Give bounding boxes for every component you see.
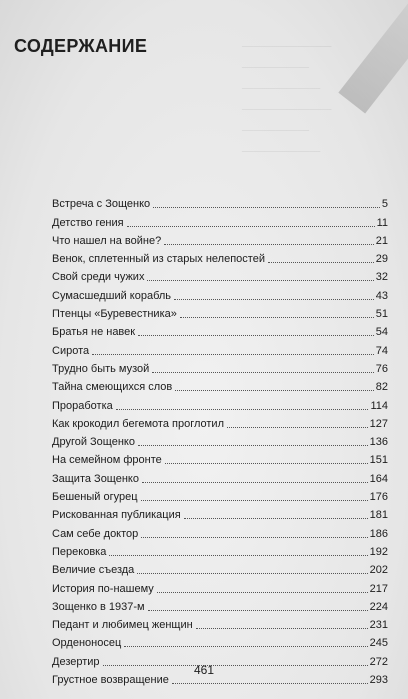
- toc-entry-page: 29: [375, 253, 388, 266]
- toc-entry-page: 245: [369, 637, 388, 650]
- toc-entry-title: Свой среди чужих: [52, 271, 145, 284]
- toc-entry: [52, 503, 388, 521]
- toc-entry-title: Птенцы «Буревестника»: [52, 308, 177, 321]
- toc-entry: [52, 247, 388, 265]
- toc-entry-page: 5: [381, 198, 388, 211]
- page-heading: СОДЕРЖАНИЕ: [14, 36, 148, 56]
- toc-entry-page: 127: [369, 417, 388, 430]
- toc-dot-leader: [92, 354, 374, 355]
- toc-entry: [52, 393, 388, 411]
- toc-entry-title: Дезертир: [52, 655, 100, 668]
- toc-entry-page: 32: [375, 271, 388, 284]
- toc-entry-page: 192: [369, 545, 388, 558]
- toc-dot-leader: [148, 610, 368, 611]
- show-through-text: ———————— —————— ——————— ———————— —————— ———————: [242, 40, 332, 157]
- table-of-contents: [52, 192, 388, 686]
- toc-dot-leader: [116, 409, 369, 410]
- toc-entry-page: 21: [375, 234, 388, 247]
- toc-dot-leader: [174, 299, 374, 300]
- toc-dot-leader: [138, 445, 368, 446]
- toc-entry-page: 217: [369, 582, 388, 595]
- toc-dot-leader: [184, 518, 368, 519]
- toc-entry-page: 43: [375, 289, 388, 302]
- toc-entry-title: Зощенко в 1937-м: [52, 600, 145, 613]
- toc-entry-title: История по-нашему: [52, 582, 154, 595]
- toc-entry-page: 136: [369, 436, 388, 449]
- toc-entry-title: Венок, сплетенный из старых нелепостей: [52, 253, 265, 266]
- toc-entry-page: 151: [369, 454, 388, 467]
- toc-entry-title: Встреча с Зощенко: [52, 198, 151, 211]
- toc-dot-leader: [196, 628, 368, 629]
- toc-entry-page: 181: [369, 509, 388, 522]
- toc-entry: [52, 265, 388, 283]
- toc-entry: [52, 595, 388, 613]
- toc-entry-title: Бешеный огурец: [52, 491, 138, 504]
- toc-dot-leader: [141, 537, 367, 538]
- toc-entry-page: 231: [369, 619, 388, 632]
- toc-entry-page: 76: [375, 362, 388, 375]
- toc-entry-page: 51: [375, 308, 388, 321]
- toc-dot-leader: [268, 262, 374, 263]
- toc-entry-title: Педант и любимец женщин: [52, 619, 193, 632]
- toc-entry-title: Сирота: [52, 344, 90, 357]
- toc-entry: [52, 192, 388, 210]
- toc-dot-leader: [124, 646, 367, 647]
- toc-dot-leader: [227, 427, 368, 428]
- toc-entry-title: Как крокодил бегемота проглотил: [52, 417, 224, 430]
- toc-dot-leader: [152, 372, 373, 373]
- toc-entry-title: Трудно быть музой: [52, 362, 150, 375]
- page-number: 461: [193, 663, 215, 677]
- toc-entry-title: Рискованная публикация: [52, 509, 181, 522]
- toc-entry: [52, 521, 388, 539]
- toc-entry-page: 11: [376, 216, 388, 229]
- toc-entry-title: Тайна смеющихся слов: [52, 381, 173, 394]
- toc-entry-page: 186: [369, 527, 388, 540]
- toc-entry-title: На семейном фронте: [52, 454, 162, 467]
- toc-entry: [52, 576, 388, 594]
- toc-entry-page: 176: [369, 491, 388, 504]
- toc-entry-title: Сумасшедший корабль: [52, 289, 172, 302]
- toc-entry-page: 202: [369, 564, 388, 577]
- toc-entry-title: Защита Зощенко: [52, 472, 139, 485]
- toc-entry-page: 293: [369, 674, 388, 687]
- toc-dot-leader: [141, 500, 368, 501]
- toc-entry-page: 224: [369, 600, 388, 613]
- toc-dot-leader: [109, 555, 367, 556]
- toc-entry: [52, 357, 388, 375]
- toc-entry-title: Грустное возвращение: [52, 674, 169, 687]
- toc-entry: [52, 412, 388, 430]
- toc-dot-leader: [138, 335, 374, 336]
- toc-entry: [52, 540, 388, 558]
- toc-dot-leader: [147, 280, 373, 281]
- toc-dot-leader: [153, 207, 380, 208]
- toc-entry-title: Другой Зощенко: [52, 436, 135, 449]
- toc-entry: [52, 229, 388, 247]
- toc-dot-leader: [142, 482, 368, 483]
- toc-dot-leader: [127, 226, 375, 227]
- toc-entry: [52, 283, 388, 301]
- toc-entry-page: 164: [369, 472, 388, 485]
- toc-dot-leader: [180, 317, 374, 318]
- toc-dot-leader: [175, 390, 373, 391]
- toc-dot-leader: [157, 592, 368, 593]
- toc-entry-title: Что нашел на войне?: [52, 234, 162, 247]
- toc-entry: [52, 448, 388, 466]
- toc-entry-page: 272: [369, 655, 388, 668]
- toc-entry-title: Орденоносец: [52, 637, 122, 650]
- toc-dot-leader: [164, 244, 374, 245]
- toc-entry-title: Проработка: [52, 399, 113, 412]
- toc-entry-title: Величие съезда: [52, 564, 135, 577]
- toc-entry: [52, 338, 388, 356]
- toc-entry: [52, 631, 388, 649]
- toc-entry: [52, 558, 388, 576]
- toc-dot-leader: [172, 683, 368, 684]
- toc-entry: [52, 485, 388, 503]
- toc-entry-title: Перековка: [52, 545, 107, 558]
- toc-dot-leader: [137, 573, 367, 574]
- toc-entry-page: 114: [370, 399, 388, 412]
- toc-entry: [52, 466, 388, 484]
- toc-entry-page: 54: [375, 326, 388, 339]
- toc-entry-page: 82: [375, 381, 388, 394]
- toc-dot-leader: [165, 463, 368, 464]
- toc-entry: [52, 613, 388, 631]
- toc-entry: [52, 210, 388, 228]
- toc-entry-title: Сам себе доктор: [52, 527, 139, 540]
- toc-entry-title: Детство гения: [52, 216, 124, 229]
- toc-entry-page: 74: [375, 344, 388, 357]
- toc-entry: [52, 430, 388, 448]
- toc-entry: [52, 320, 388, 338]
- toc-entry-title: Братья не навек: [52, 326, 136, 339]
- toc-entry: [52, 375, 388, 393]
- toc-entry: [52, 302, 388, 320]
